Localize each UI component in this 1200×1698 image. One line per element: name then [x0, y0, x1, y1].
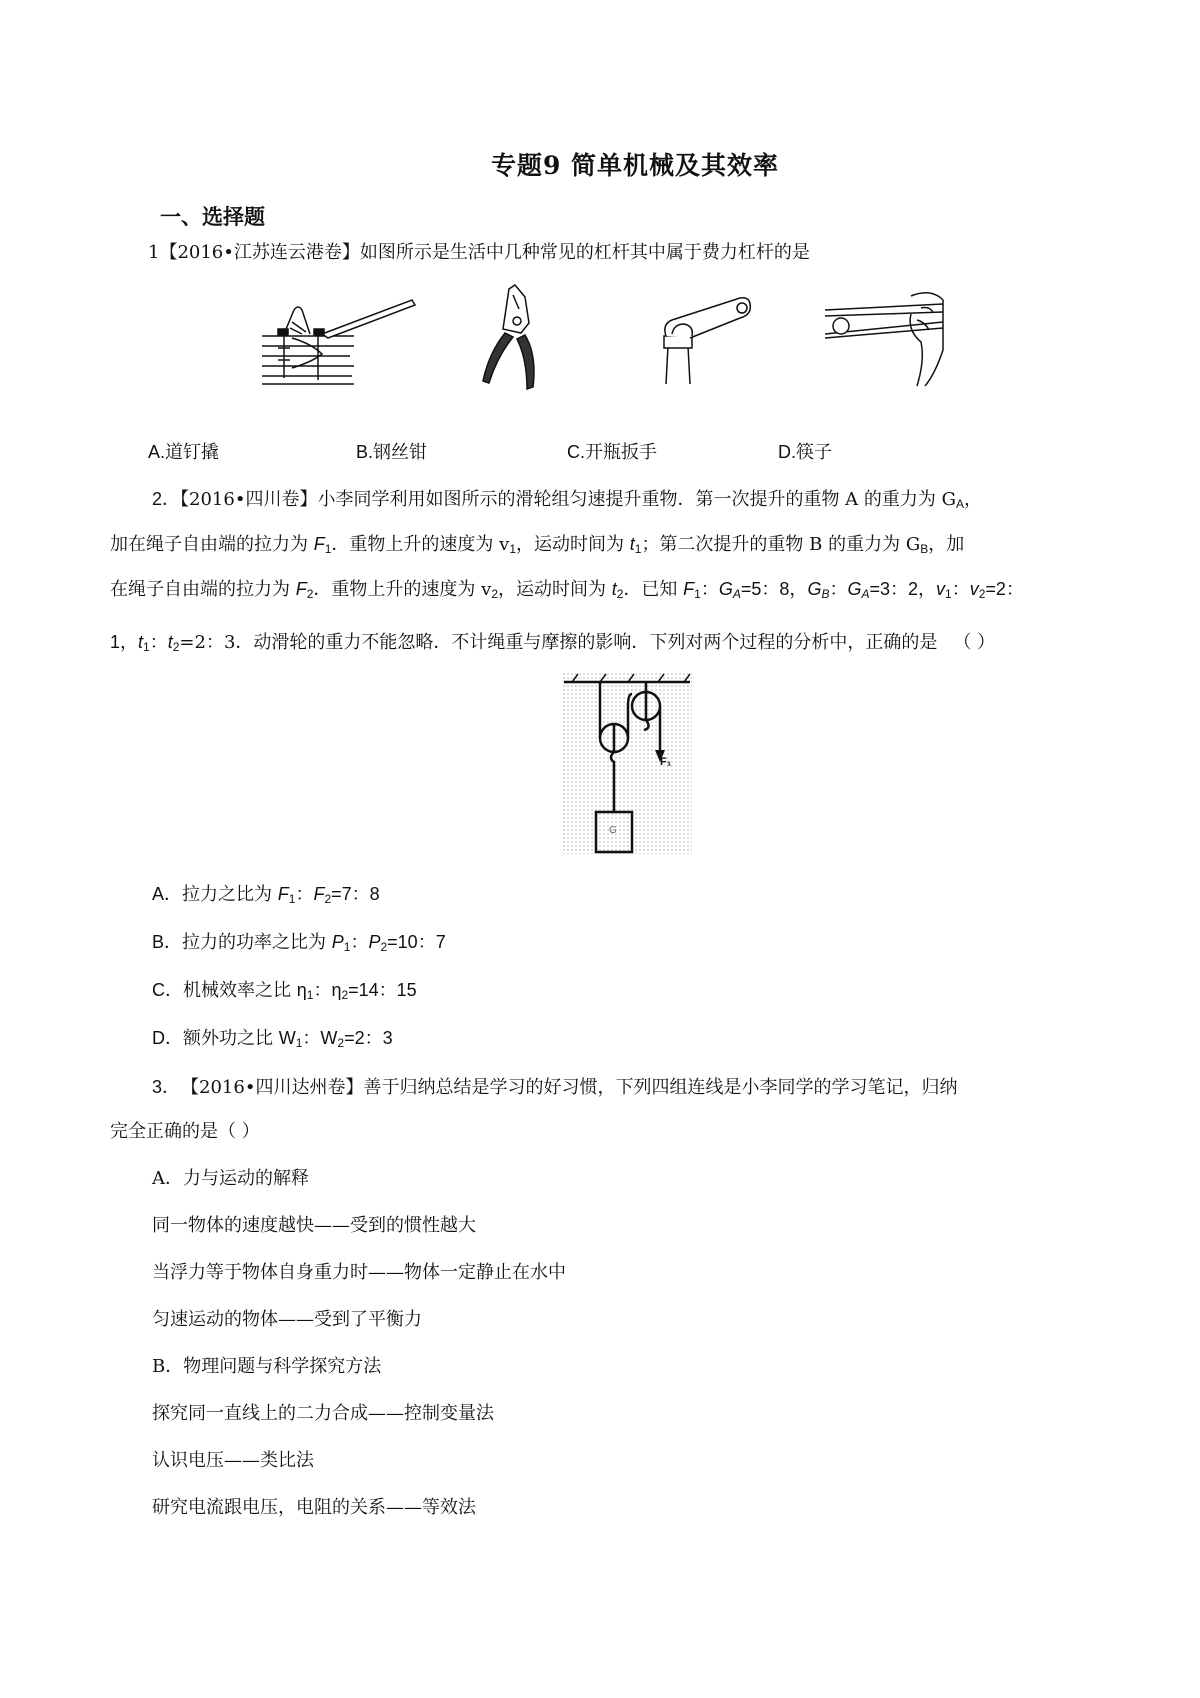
question-2-line-1 [152, 487, 982, 512]
separator: ： [295, 884, 314, 904]
separator: ： [313, 980, 332, 1000]
option-text: B．物理问题与科学探究方法 [152, 1356, 382, 1377]
subscript: 1 [295, 1036, 303, 1050]
ratio-value: 1， [110, 632, 139, 652]
option-text: 拉力之比为 [182, 884, 278, 905]
subscript: B [821, 587, 830, 601]
option-d[interactable] [778, 438, 832, 464]
force-label: F₁ [660, 756, 672, 768]
subscript: 1 [634, 542, 642, 556]
pliers-icon [475, 283, 555, 393]
pulley-system-figure [562, 672, 692, 854]
question-2-line-2 [110, 532, 964, 557]
question-source: 【2016•四川卷】 [180, 489, 318, 510]
variable: P [331, 932, 344, 952]
question-text: 完全正确的是（ ） [110, 1121, 260, 1142]
subscript: 2 [337, 1036, 345, 1050]
variable: W [320, 1028, 338, 1048]
question-text: 在绳子自由端的拉力为 [110, 579, 296, 600]
variable: P [368, 932, 381, 952]
bottle-opener-icon [660, 296, 760, 388]
option-c[interactable] [567, 438, 657, 464]
variable: F [313, 534, 325, 554]
ratio-value: =14：15 [348, 980, 417, 1000]
option-label: D． [152, 1028, 183, 1048]
question-text: ；第二次提升的重物 B 的重力为 G [641, 534, 921, 555]
subscript: 1 [945, 587, 952, 601]
variable: G [847, 579, 862, 599]
option-b[interactable] [152, 930, 446, 955]
question-2-line-3 [110, 577, 1024, 602]
subscript: 2 [491, 587, 498, 601]
option-label: C． [152, 980, 183, 1000]
group-b-heading[interactable] [152, 1355, 381, 1379]
option-text: 机械效率之比 [183, 980, 297, 1001]
question-text: ，运动时间为 [516, 534, 630, 555]
subscript: A [861, 587, 870, 601]
variable: G [718, 579, 733, 599]
variable: F [683, 579, 695, 599]
subscript: 2 [324, 892, 332, 906]
subscript: 1 [288, 892, 296, 906]
option-text: 额外功之比 [183, 1028, 279, 1049]
option-text: 开瓶扳手 [585, 442, 657, 463]
question-2-line-4 [110, 630, 995, 655]
list-item: 认识电压——类比法 [152, 1450, 314, 1471]
chopsticks-icon [825, 290, 945, 388]
question-source: 【2016•江苏连云港卷】 [159, 242, 360, 263]
subscript: 2 [172, 640, 180, 654]
question-text: ，运动时间为 [498, 579, 612, 600]
variable: F [277, 884, 289, 904]
answer-blank[interactable]: （ ） [953, 632, 996, 653]
subscript: 2 [341, 988, 349, 1002]
question-3-line-1 [152, 1075, 957, 1100]
option-label: B． [152, 932, 183, 952]
subscript: 1 [343, 940, 351, 954]
ratio-value: =2：3 [344, 1028, 393, 1048]
separator: ： [302, 1028, 321, 1048]
variable: F [313, 884, 325, 904]
option-label: A. [148, 442, 166, 462]
separator: ： [951, 579, 970, 599]
variable: t [167, 632, 173, 652]
ratio-value: =5：8， [740, 579, 808, 599]
subscript: 1 [324, 542, 332, 556]
subscript: 1 [694, 587, 701, 601]
variable: η [296, 980, 307, 1000]
variable: G [807, 579, 822, 599]
ratio-value: =7：8 [331, 884, 380, 904]
question-text: ，加 [928, 534, 965, 555]
question-1-stem [148, 241, 810, 265]
weight-label: G [609, 825, 617, 836]
option-label: B. [356, 442, 374, 462]
option-text: 拉力的功率之比为 [182, 932, 332, 953]
list-item: 匀速运动的物体——受到了平衡力 [152, 1309, 422, 1330]
separator: ： [829, 579, 848, 599]
question-number: 1 [148, 242, 160, 263]
question-text: 加在绳子自由端的拉力为 [110, 534, 314, 555]
variable: t [138, 632, 144, 652]
ratio-value: =10：7 [387, 932, 446, 952]
separator: ： [700, 579, 719, 599]
option-label: D. [778, 442, 796, 462]
subscript: 1 [509, 542, 516, 556]
subscript: A [956, 497, 965, 511]
subscript: B [920, 542, 929, 556]
subscript: A [732, 587, 741, 601]
option-text: 钢丝钳 [373, 442, 428, 463]
subscript: 1 [306, 988, 314, 1002]
ratio-value: =3：2， [869, 579, 937, 599]
option-text: 道钉撬 [165, 442, 220, 463]
option-label: A． [152, 884, 183, 904]
subscript: 2 [616, 587, 624, 601]
option-a[interactable] [152, 882, 380, 907]
option-d[interactable] [152, 1026, 393, 1051]
list-item: 探究同一直线上的二力合成——控制变量法 [152, 1403, 494, 1424]
option-text: 筷子 [796, 442, 832, 463]
question-source: 【2016•四川达州卷】 [190, 1077, 364, 1098]
variable: v [936, 579, 946, 599]
section-heading: 一、选择题 [160, 204, 265, 229]
variable: t [611, 579, 617, 599]
subscript: 2 [978, 587, 986, 601]
list-item: 研究电流跟电压，电阻的关系——等效法 [152, 1497, 476, 1518]
group-a-heading[interactable] [152, 1167, 309, 1191]
question-text: 善于归纳总结是学习的好习惯，下列四组连线是小李同学的学习笔记，归纳 [363, 1077, 958, 1098]
question-number: 2． [152, 489, 181, 509]
option-label: C. [567, 442, 585, 462]
subscript: 2 [306, 587, 314, 601]
option-b[interactable] [356, 438, 427, 464]
question-text: ．已知 [623, 579, 684, 600]
variable: F [295, 579, 307, 599]
option-c[interactable] [152, 978, 417, 1003]
question-text: ， [964, 489, 983, 510]
subscript: 2 [380, 940, 388, 954]
question-text: ．重物上升的速度为 v [313, 579, 492, 600]
separator: ： [149, 632, 168, 652]
railroad-spike-lever-icon [262, 296, 422, 388]
ratio-value: =2： [985, 579, 1024, 599]
option-text: A．力与运动的解释 [152, 1168, 309, 1189]
option-a[interactable] [148, 438, 219, 464]
variable: t [629, 534, 635, 554]
variable: η [331, 980, 342, 1000]
question-text: 小李同学利用如图所示的滑轮组匀速提升重物．第一次提升的重物 A 的重力为 G [317, 489, 956, 510]
question-number: 3． [152, 1077, 181, 1097]
question-text: ．重物上升的速度为 v [331, 534, 510, 555]
subscript: 1 [143, 640, 150, 654]
pulley-diagram [562, 672, 692, 854]
question-text: 如图所示是生活中几种常见的杠杆其中属于费力杠杆的是 [359, 242, 810, 263]
list-item: 当浮力等于物体自身重力时——物体一定静止在水中 [152, 1262, 566, 1283]
question-text: =2：3．动滑轮的重力不能忽略．不计绳重与摩擦的影响．下列对两个过程的分析中，正确的是 [179, 632, 938, 653]
question-3-line-2[interactable] [110, 1120, 260, 1144]
page-title: 专题9 简单机械及其效率 [490, 151, 780, 180]
variable: v [969, 579, 979, 599]
separator: ： [350, 932, 369, 952]
variable: W [278, 1028, 296, 1048]
list-item: 同一物体的速度越快——受到的惯性越大 [152, 1215, 476, 1236]
